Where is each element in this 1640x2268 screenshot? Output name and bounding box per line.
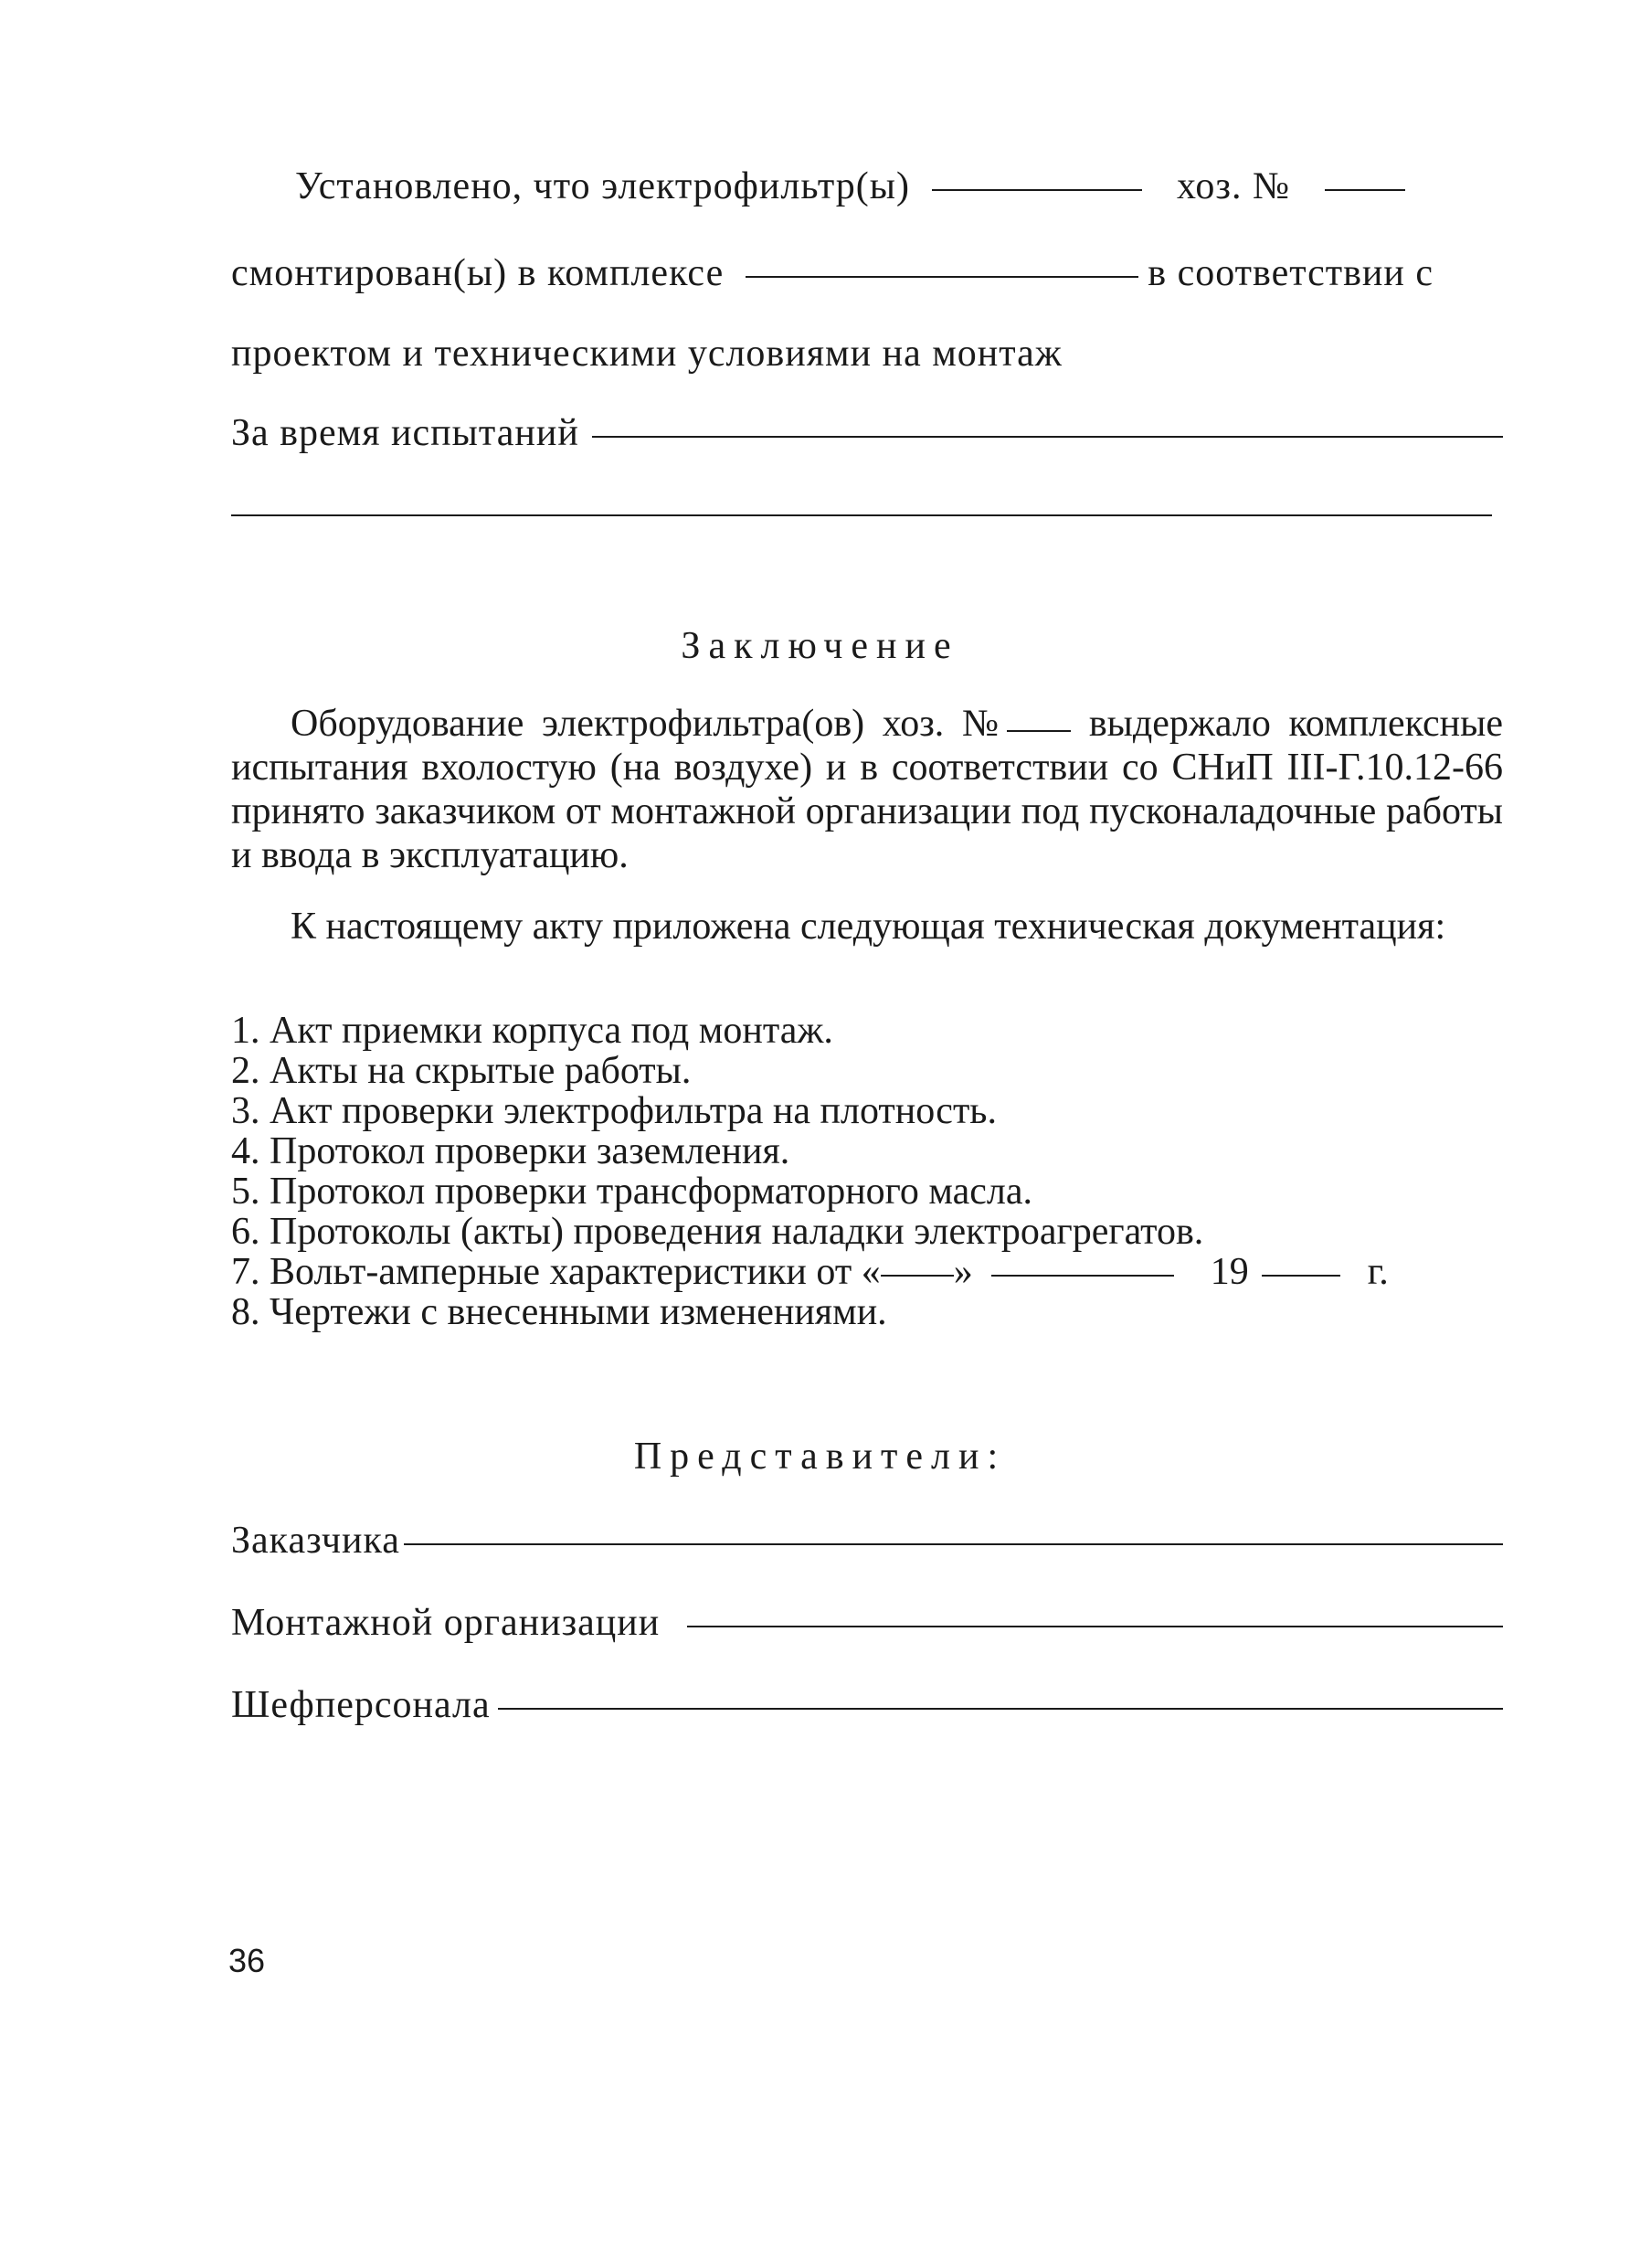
inventory-number-label: хоз. № <box>1176 165 1291 207</box>
complex-field[interactable] <box>746 276 1138 278</box>
item7-year-field[interactable] <box>1262 1275 1340 1277</box>
item7-quote-close: » <box>953 1251 973 1293</box>
conclusion-para-rest: выдержало комплексные испытания вхолостую (на воздухе) и в соответствии со СНиП III-Г.10.12-66 принято заказчиком от монтажной организации под пусконаладочные работы и ввода в эксплуатацию. <box>231 703 1503 876</box>
testing-notes-continuation-field[interactable] <box>231 514 1492 516</box>
item7-prefix: 7. Вольт-амперные характеристики от « <box>231 1251 881 1293</box>
list-item <box>231 1212 1503 1252</box>
customer-signature-field[interactable] <box>404 1543 1503 1545</box>
customer-label: Заказчика <box>231 1520 400 1562</box>
intro-accordance-text: в соответствии с <box>1148 252 1434 294</box>
conclusion-number-field[interactable] <box>1007 730 1071 732</box>
intro-established-text: Установлено, что электрофильтр(ы) <box>295 165 910 207</box>
installer-label: Монтажной организации <box>231 1602 661 1644</box>
conclusion-para-start: Оборудование электрофильтра(ов) хоз. № <box>291 703 1008 745</box>
intro-line-1 <box>231 164 1503 208</box>
attachments-intro-text: К настоящему акту приложена следующая техническая документация: <box>291 906 1446 948</box>
installer-signature-field[interactable] <box>687 1626 1503 1627</box>
list-item-text: 5. Протокол проверки трансформаторного масла. <box>231 1171 1033 1213</box>
list-item <box>231 1292 1503 1332</box>
conclusion-heading: Заключение <box>681 625 959 667</box>
intro-testing-text: За время испытаний <box>231 412 579 454</box>
item7-year-suffix: г. <box>1367 1251 1389 1293</box>
list-item-volt-ampere <box>231 1252 1503 1292</box>
list-item-text: 2. Акты на скрытые работы. <box>231 1050 692 1092</box>
intro-line-3 <box>231 332 1503 376</box>
supervisor-label: Шефперсонала <box>231 1684 491 1726</box>
list-item <box>231 1131 1503 1171</box>
representatives-heading: Представители: <box>633 1436 1007 1478</box>
list-item-text: 1. Акт приемки корпуса под монтаж. <box>231 1010 833 1052</box>
list-item <box>231 1011 1503 1051</box>
item7-year-prefix: 19 <box>1210 1251 1249 1293</box>
conclusion-paragraph <box>231 702 1503 877</box>
list-item-text: 3. Акт проверки электрофильтра на плотность. <box>231 1090 997 1132</box>
list-item-text: 8. Чертежи с внесенными изменениями. <box>231 1291 887 1333</box>
intro-line-4 <box>231 411 1503 455</box>
supervisor-signature-field[interactable] <box>498 1708 1503 1710</box>
testing-notes-field[interactable] <box>592 436 1503 438</box>
intro-line-2 <box>231 251 1503 295</box>
list-item-text: 4. Протокол проверки заземления. <box>231 1130 790 1172</box>
attachments-intro-paragraph <box>231 905 1503 949</box>
list-item <box>231 1091 1503 1131</box>
intro-project-text: проектом и техническими условиями на монтаж <box>231 333 1063 375</box>
filter-name-field[interactable] <box>932 189 1142 191</box>
attachments-list <box>231 1011 1503 1332</box>
inventory-number-field[interactable] <box>1325 189 1405 191</box>
list-item-text: 6. Протоколы (акты) проведения наладки электроагрегатов. <box>231 1211 1204 1253</box>
installer-signature-line <box>231 1601 1503 1645</box>
item7-month-field[interactable] <box>991 1275 1174 1277</box>
list-item <box>231 1171 1503 1212</box>
intro-mounted-text: смонтирован(ы) в комплексе <box>231 252 725 294</box>
page-number: 36 <box>228 1942 266 1979</box>
item7-day-field[interactable] <box>881 1275 954 1277</box>
list-item <box>231 1051 1503 1091</box>
customer-signature-line <box>231 1519 1503 1563</box>
supervisor-signature-line <box>231 1683 1503 1727</box>
